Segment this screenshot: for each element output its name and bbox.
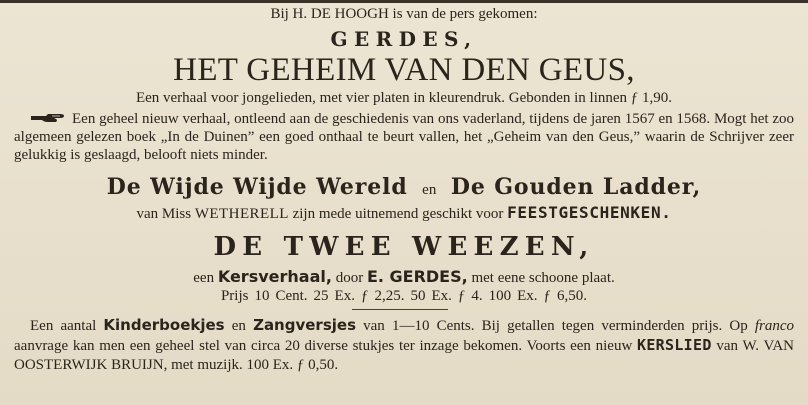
closing-franco: franco: [754, 318, 794, 334]
author-heading: GERDES,: [330, 27, 478, 51]
closing-kerslied: KERSLIED: [637, 336, 712, 354]
closing-text-5: van W. VAN OOSTERWIJK BRUIJN, met muzijk. 100 Ex. ƒ 0,50.: [14, 338, 795, 373]
book-subtitle: Een verhaal voor jongelieden, met vier platen in kleurendruk. Gebonden in linnen ƒ 1,90.: [135, 90, 673, 106]
gift-books-titles: [14, 174, 794, 200]
gift-books-author: WETHERELL: [194, 206, 289, 222]
closing-kinderboekjes: Kinderboekjes: [103, 316, 225, 334]
publisher-line: Bij H. DE HOOGH is van de pers gekomen:: [270, 6, 538, 22]
pointing-hand-icon: [30, 112, 66, 124]
byline-text-c: met eene schoone plaat.: [471, 270, 615, 286]
description-text: Een geheel nieuw verhaal, ontleend aan de geschiedenis van ons vaderland, tijdens de jaren 1567 en 1568. Mogt het zoo algemeen gelezen boek „In de Duinen” een goed onthaal te beurt vallen, het „Geheim van den Geus,” waarin de Schrijver zeer gelukkig is geslaagd, belooft niets minder.: [14, 111, 794, 163]
byline-author: E. GERDES,: [366, 267, 468, 286]
gift-books-text-a: van Miss: [136, 206, 192, 222]
closing-text-2: en: [231, 318, 246, 334]
closing-text-3: van 1—10 Cents. Bij getallen tegen verminderden prijs. Op: [363, 318, 748, 334]
gift-books-category: FEESTGESCHENKEN.: [507, 203, 672, 222]
separator-rule: [352, 309, 448, 310]
closing-text-1: Een aantal: [30, 318, 97, 334]
christmas-story-title: DE TWEE WEEZEN,: [213, 232, 595, 262]
closing-paragraph: [14, 316, 794, 375]
christmas-story-byline: [14, 267, 794, 287]
gift-books-text-b: zijn mede uitnemend geschikt voor: [292, 206, 504, 222]
closing-text-4: aanvrage kan men een geheel stel van circa 20 diverse stukjes ter inzage bekomen. Voorts een nieuw: [14, 338, 633, 354]
book-description: [14, 110, 794, 164]
byline-text-b: door: [335, 270, 364, 286]
gift-books-note: [14, 203, 794, 223]
top-border-rule: [0, 0, 808, 3]
gift-books-conjunction: en: [422, 182, 437, 198]
christmas-story-prices: Prijs 10 Cent. 25 Ex. ƒ 2,25. 50 Ex. ƒ 4. 100 Ex. ƒ 6,50.: [220, 288, 588, 304]
byline-genre: Kersverhaal,: [217, 267, 332, 286]
book-title: HET GEHEIM VAN DEN GEUS,: [173, 52, 635, 88]
closing-zangversjes: Zangversjes: [253, 316, 356, 334]
byline-text-a: een: [193, 270, 215, 286]
gift-book-title-1: De Wijde Wijde Wereld: [106, 174, 408, 200]
gift-book-title-2: De Gouden Ladder,: [450, 174, 702, 200]
